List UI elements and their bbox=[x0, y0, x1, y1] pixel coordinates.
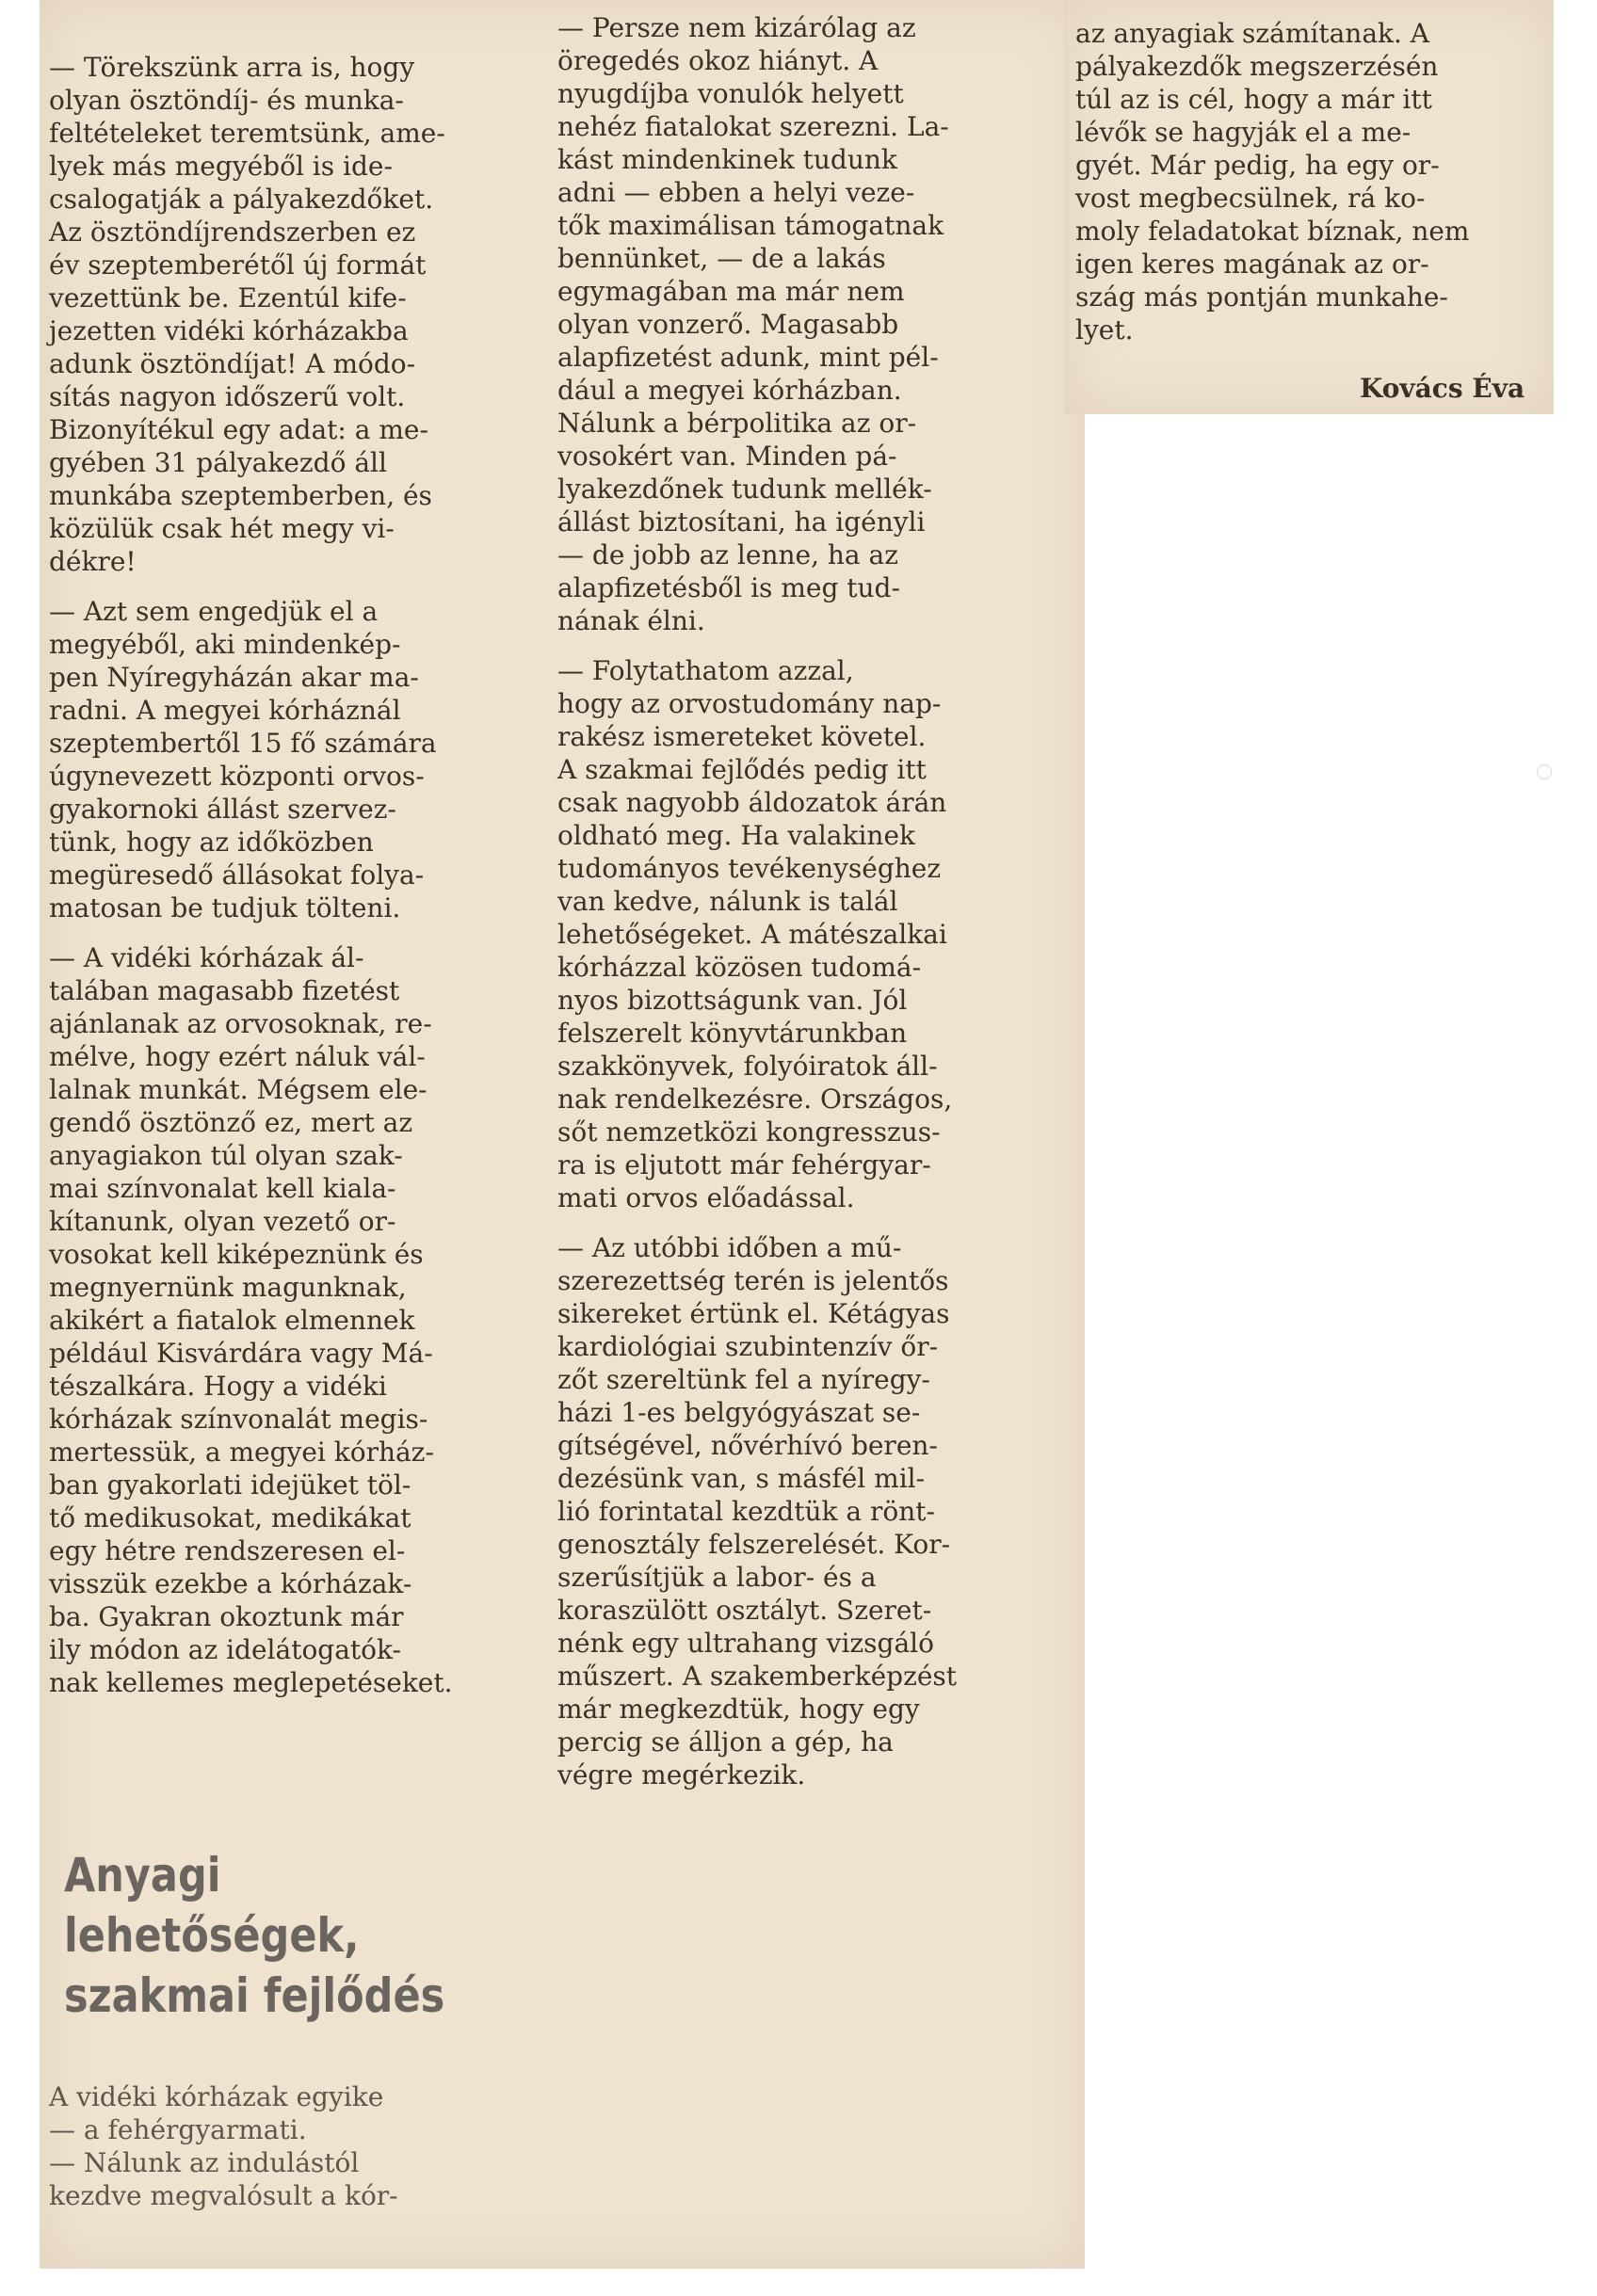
article-line: igen keres magának az or- bbox=[1075, 249, 1429, 280]
article-line: alapfizetést adunk, mint pél- bbox=[557, 342, 939, 373]
article-line: lyakezdőnek tudunk mellék- bbox=[557, 474, 932, 505]
article-line: év szeptemberétől új formát bbox=[49, 249, 427, 281]
article-line: zőt szereltünk fel a nyíregy- bbox=[557, 1364, 930, 1395]
article-line: megyéből, aki mindenkép- bbox=[49, 629, 401, 660]
article-line: mertessük, a megyei kórház- bbox=[49, 1437, 434, 1468]
article-line: sítás nagyon időszerű volt. bbox=[49, 381, 406, 412]
article-line: kást mindenkinek tudunk bbox=[557, 144, 897, 175]
article-line: dául a megyei kórházban. bbox=[557, 375, 902, 406]
heading-line-1: Anyagi bbox=[64, 1848, 221, 1903]
article-line: dezésünk van, s másfél mil- bbox=[557, 1463, 926, 1494]
scan-mark bbox=[1537, 764, 1552, 779]
heading-line-2: lehetőségek, bbox=[64, 1908, 360, 1963]
article-line: alapfizetésből is meg tud- bbox=[557, 572, 900, 603]
article-line: vezettünk be. Ezentúl kife- bbox=[49, 282, 407, 313]
article-line: állást biztosítani, ha igényli bbox=[557, 506, 926, 538]
article-line: szerezettség terén is jelentős bbox=[557, 1265, 949, 1296]
article-line: nának élni. bbox=[557, 605, 705, 636]
article-line: A vidéki kórházak egyike bbox=[49, 2081, 384, 2112]
article-line: gyét. Már pedig, ha egy or- bbox=[1075, 150, 1440, 181]
article-line: genosztály felszerelését. Kor- bbox=[557, 1529, 951, 1560]
article-line: vosokat kell kiképeznünk és bbox=[49, 1239, 424, 1270]
article-line: mélve, hogy ezért náluk vál- bbox=[49, 1041, 426, 1072]
article-line: — Folytathatom azzal, bbox=[557, 655, 854, 686]
article-line: vosokért van. Minden pá- bbox=[557, 441, 897, 472]
article-line: Nálunk a bérpolitika az or- bbox=[557, 408, 917, 439]
article-line: mai színvonalat kell kiala- bbox=[49, 1173, 396, 1204]
article-line: ba. Gyakran okoztunk már bbox=[49, 1601, 404, 1632]
article-line: tünk, hogy az időközben bbox=[49, 827, 374, 858]
article-line: gyakornoki állást szervez- bbox=[49, 794, 396, 825]
article-line: nak kellemes meglepetéseket. bbox=[49, 1667, 453, 1698]
article-line: moly feladatokat bíznak, nem bbox=[1075, 216, 1470, 247]
article-line: lévők se hagyják el a me- bbox=[1075, 117, 1411, 148]
article-line: csalogatják a pályakezdőket. bbox=[49, 184, 434, 215]
article-line: egymagában ma már nem bbox=[557, 276, 905, 307]
article-line: kardiológiai szubintenzív őr- bbox=[557, 1331, 939, 1362]
article-line: akikért a fiatalok elmennek bbox=[49, 1305, 415, 1336]
article-line: nak rendelkezésre. Országos, bbox=[557, 1084, 953, 1115]
article-line: rakész ismereteket követel. bbox=[557, 721, 927, 752]
article-line: kezdve megvalósult a kór- bbox=[49, 2180, 398, 2211]
article-line: — de jobb az lenne, ha az bbox=[557, 539, 898, 570]
article-line: — Persze nem kizárólag az bbox=[557, 12, 916, 43]
article-column-right bbox=[1075, 17, 1551, 346]
article-line: lehetőségeket. A mátészalkai bbox=[557, 919, 947, 950]
article-line: megüresedő állásokat folya- bbox=[49, 859, 425, 891]
article-line: csak nagyobb áldozatok árán bbox=[557, 787, 947, 818]
article-line: hogy az orvostudomány nap- bbox=[557, 688, 942, 719]
article-line: pályakezdők megszerzésén bbox=[1075, 51, 1439, 82]
article-line: munkába szeptemberben, és bbox=[49, 480, 432, 511]
article-line: adni — ebben a helyi veze- bbox=[557, 177, 915, 208]
article-line: szakkönyvek, folyóiratok áll- bbox=[557, 1051, 938, 1082]
article-line: sőt nemzetközi kongresszus- bbox=[557, 1116, 941, 1148]
article-line: egy hétre rendszeresen el- bbox=[49, 1535, 406, 1566]
article-line: adunk ösztöndíjat! A módo- bbox=[49, 348, 416, 379]
article-line: az anyagiak számítanak. A bbox=[1075, 18, 1430, 49]
article-line: gendő ösztönző ez, mert az bbox=[49, 1107, 413, 1138]
article-line: úgynevezett központi orvos- bbox=[49, 761, 425, 792]
article-line: kórházzal közösen tudomá- bbox=[557, 952, 922, 983]
article-line: gyében 31 pályakezdő áll bbox=[49, 447, 387, 478]
article-line: pen Nyíregyházán akar ma- bbox=[49, 662, 419, 693]
article-line: ra is eljutott már fehérgyar- bbox=[557, 1149, 931, 1180]
article-line: közülük csak hét megy vi- bbox=[49, 513, 395, 544]
heading-line-3: szakmai fejlődés bbox=[64, 1968, 445, 2023]
article-line: matosan be tudjuk tölteni. bbox=[49, 892, 401, 923]
article-line: van kedve, nálunk is talál bbox=[557, 886, 898, 917]
article-line: kítanunk, olyan vezető or- bbox=[49, 1206, 396, 1237]
article-line: anyagiakon túl olyan szak- bbox=[49, 1140, 403, 1171]
article-line: — Az utóbbi időben a mű- bbox=[557, 1232, 902, 1263]
article-line: ily módon az idelátogatók- bbox=[49, 1634, 401, 1665]
article-line: szág más pontján munkahe- bbox=[1075, 281, 1448, 313]
article-line: — Azt sem engedjük el a bbox=[49, 596, 379, 627]
article-line: — a fehérgyarmati. bbox=[49, 2114, 307, 2145]
article-line: nénk egy ultrahang vizsgáló bbox=[557, 1628, 934, 1659]
article-line: túl az is cél, hogy a már itt bbox=[1075, 84, 1432, 115]
article-column-left bbox=[49, 51, 534, 1699]
article-line: gítségével, nővérhívó beren- bbox=[557, 1430, 938, 1461]
author-byline: Kovács Éva bbox=[1360, 373, 1525, 404]
article-line: tő medikusokat, medikákat bbox=[49, 1502, 411, 1533]
article-line: feltételeket teremtsünk, ame- bbox=[49, 118, 445, 149]
article-line: kórházak színvonalát megis- bbox=[49, 1404, 428, 1435]
article-line: lió forintatal kezdtük a rönt- bbox=[557, 1496, 935, 1527]
article-line: megnyernünk magunknak, bbox=[49, 1272, 407, 1303]
article-line: visszük ezekbe a kórházak- bbox=[49, 1568, 412, 1599]
article-line: koraszülött osztályt. Szeret- bbox=[557, 1595, 932, 1626]
article-line: lyet. bbox=[1075, 314, 1134, 345]
article-line: nehéz fiatalokat szerezni. La- bbox=[557, 111, 949, 142]
article-line: például Kisvárdára vagy Má- bbox=[49, 1338, 433, 1369]
article-line: vost megbecsülnek, rá ko- bbox=[1075, 183, 1426, 214]
article-line: talában magasabb fizetést bbox=[49, 975, 400, 1006]
article-line: jezetten vidéki kórházakba bbox=[49, 315, 409, 346]
section-lead-paragraph bbox=[49, 2080, 534, 2212]
article-line: felszerelt könyvtárunkban bbox=[557, 1018, 908, 1049]
article-line: végre megérkezik. bbox=[557, 1759, 806, 1790]
article-line: öregedés okoz hiányt. A bbox=[557, 45, 879, 76]
article-line: már megkezdtük, hogy egy bbox=[557, 1694, 920, 1725]
article-line: oldható meg. Ha valakinek bbox=[557, 820, 915, 851]
article-line: nyugdíjba vonulók helyett bbox=[557, 78, 904, 109]
article-line: tők maximálisan támogatnak bbox=[557, 210, 944, 241]
article-line: szerűsítjük a labor- és a bbox=[557, 1562, 877, 1593]
article-line: sikereket értünk el. Kétágyas bbox=[557, 1298, 950, 1329]
article-line: mati orvos előadással. bbox=[557, 1182, 855, 1213]
article-line: olyan vonzerő. Magasabb bbox=[557, 309, 899, 340]
article-line: bennünket, — de a lakás bbox=[557, 243, 886, 274]
article-line: házi 1-es belgyógyászat se- bbox=[557, 1397, 921, 1428]
article-line: műszert. A szakemberképzést bbox=[557, 1661, 958, 1692]
article-line: tudományos tevékenységhez bbox=[557, 853, 942, 884]
article-line: tészalkára. Hogy a vidéki bbox=[49, 1371, 387, 1402]
article-line: lalnak munkát. Mégsem ele- bbox=[49, 1074, 427, 1105]
article-line: olyan ösztöndíj- és munka- bbox=[49, 85, 404, 116]
article-line: Bizonyítékul egy adat: a me- bbox=[49, 414, 428, 445]
article-column-middle bbox=[557, 11, 1047, 1791]
article-line: lyek más megyéből is ide- bbox=[49, 151, 393, 182]
article-line: — Törekszünk arra is, hogy bbox=[49, 52, 415, 83]
article-line: radni. A megyei kórháznál bbox=[49, 695, 401, 726]
article-line: percig se álljon a gép, ha bbox=[557, 1726, 894, 1758]
article-line: nyos bizottságunk van. Jól bbox=[557, 985, 908, 1016]
article-line: ajánlanak az orvosoknak, re- bbox=[49, 1008, 432, 1039]
article-line: dékre! bbox=[49, 546, 137, 577]
article-line: — Nálunk az indulástól bbox=[49, 2147, 360, 2178]
article-line: ban gyakorlati idejüket töl- bbox=[49, 1469, 411, 1501]
article-line: szeptembertől 15 fő számára bbox=[49, 728, 437, 759]
article-line: A szakmai fejlődés pedig itt bbox=[557, 754, 927, 785]
article-line: Az ösztöndíjrendszerben ez bbox=[49, 217, 416, 248]
section-heading bbox=[64, 1845, 444, 2026]
article-line: — A vidéki kórházak ál- bbox=[49, 942, 364, 973]
